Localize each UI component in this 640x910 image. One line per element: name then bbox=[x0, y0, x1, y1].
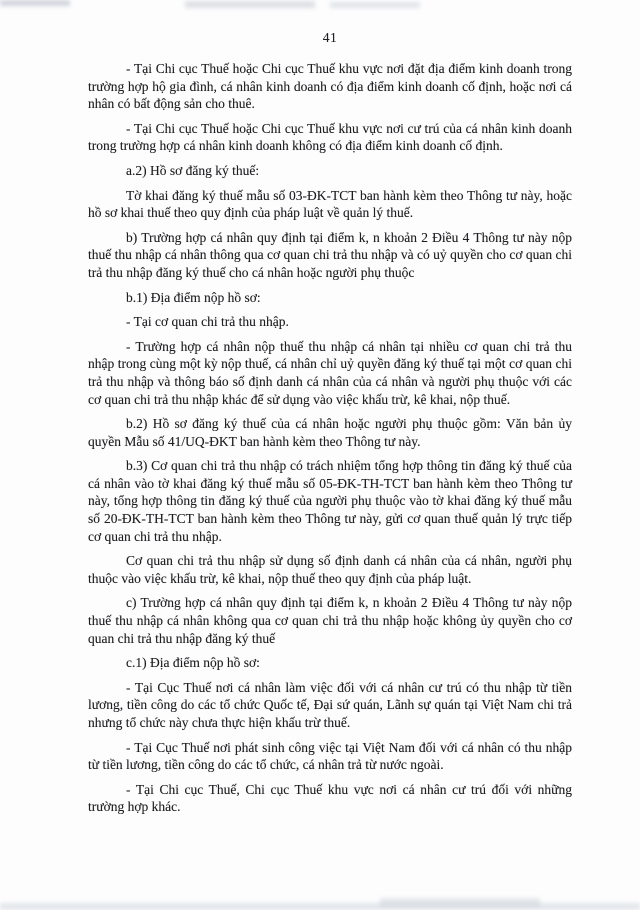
scan-artifact bbox=[0, 0, 70, 6]
scan-artifact bbox=[380, 898, 540, 906]
paragraph: - Tại Chi cục Thuế hoặc Chi cục Thuế khu vực nơi đặt địa điểm kinh doanh trong trường hợp hộ gia đình, cá nhân kinh doanh có địa điểm kinh doanh cố định, hoặc nơi cá nhân có bất động sản cho thuê. bbox=[88, 61, 572, 112]
paragraph: - Tại Cục Thuế nơi cá nhân làm việc đối với cá nhân cư trú có thu nhập từ tiền lương, tiền công do các tổ chức Quốc tế, Đại sứ quán, Lãnh sự quán tại Việt Nam chi trả nhưng tổ chức này chưa thực hiện khấu trừ thuế. bbox=[88, 679, 572, 730]
paragraph: c) Trường hợp cá nhân quy định tại điểm k, n khoản 2 Điều 4 Thông tư này nộp thuế thu nhập cá nhân không qua cơ quan chi trả thu nhập hoặc không ủy quyền cho cơ quan chi trả thu nhập đăng ký thuế bbox=[88, 595, 572, 646]
scan-artifact bbox=[330, 2, 420, 8]
paragraph: Tờ khai đăng ký thuế mẫu số 03-ĐK-TCT ban hành kèm theo Thông tư này, hoặc hồ sơ khai thuế theo quy định của pháp luật về quản lý thuế. bbox=[88, 187, 572, 221]
paragraph: b.2) Hồ sơ đăng ký thuế của cá nhân hoặc người phụ thuộc gồm: Văn bản ủy quyền Mẫu số 41/UQ-ĐKT ban hành kèm theo Thông tư này. bbox=[88, 416, 572, 449]
paragraph: b.1) Địa điểm nộp hồ sơ: bbox=[126, 289, 261, 305]
paragraph: c.1) Địa điểm nộp hồ sơ: bbox=[126, 655, 260, 671]
paragraph: - Tại Chi cục Thuế hoặc Chi cục Thuế khu vực nơi cư trú của cá nhân kinh doanh trong trường hợp cá nhân kinh doanh không có địa điểm kinh doanh cố định. bbox=[88, 120, 572, 154]
paragraph: - Tại Cục Thuế nơi phát sinh công việc tại Việt Nam đối với cá nhân có thu nhập từ tiền lương, tiền công do các tổ chức, cá nhân trả từ nước ngoài. bbox=[88, 739, 572, 773]
paragraph: - Tại cơ quan chi trả thu nhập. bbox=[126, 314, 289, 330]
scan-artifact bbox=[0, 903, 640, 910]
scan-artifact bbox=[185, 1, 315, 8]
paragraph: a.2) Hồ sơ đăng ký thuế: bbox=[126, 162, 260, 178]
paragraph: b.3) Cơ quan chi trả thu nhập có trách nhiệm tổng hợp thông tin đăng ký thuế của cá nhân vào tờ khai đăng ký thuế mẫu số 05-ĐK-TH-TCT ban hành kèm theo Thông tư này, tổng hợp thông tin đăng ký thuế của người phụ thuộc vào tờ khai đăng ký thuế mẫu số 20-ĐK-TH-TCT ban hành kèm theo Thông tư này, gửi cơ quan thuế quản lý trực tiếp cơ quan chi trả thu nhập. bbox=[88, 458, 572, 544]
paragraph: b) Trường hợp cá nhân quy định tại điểm k, n khoản 2 Điều 4 Thông tư này nộp thuế thu nhập cá nhân thông qua cơ quan chi trả thu nhập và có uỷ quyền cho cơ quan chi trả thu nhập đăng ký thuế cho cá nhân hoặc người phụ thuộc bbox=[88, 229, 572, 280]
paragraph: Cơ quan chi trả thu nhập sử dụng số định danh cá nhân của cá nhân, người phụ thuộc vào việc khấu trừ, kê khai, nộp thuế theo quy định của pháp luật. bbox=[88, 553, 572, 586]
page-number: 41 bbox=[322, 30, 338, 45]
paragraph: - Tại Chi cục Thuế, Chi cục Thuế khu vực nơi cá nhân cư trú đối với những trường hợp khác. bbox=[88, 781, 572, 815]
paragraph: - Trường hợp cá nhân nộp thuế thu nhập cá nhân tại nhiều cơ quan chi trả thu nhập trong cùng một kỳ nộp thuế, cá nhân chỉ uỷ quyền đăng ký thuế tại một cơ quan chi trả thu nhập và thông báo số định danh cá nhân của cá nhân và người phụ thuộc với các cơ quan chi trả thu nhập khác để sử dụng vào việc khấu trừ, kê khai, nộp thuế. bbox=[88, 338, 572, 407]
document-body bbox=[88, 60, 572, 823]
